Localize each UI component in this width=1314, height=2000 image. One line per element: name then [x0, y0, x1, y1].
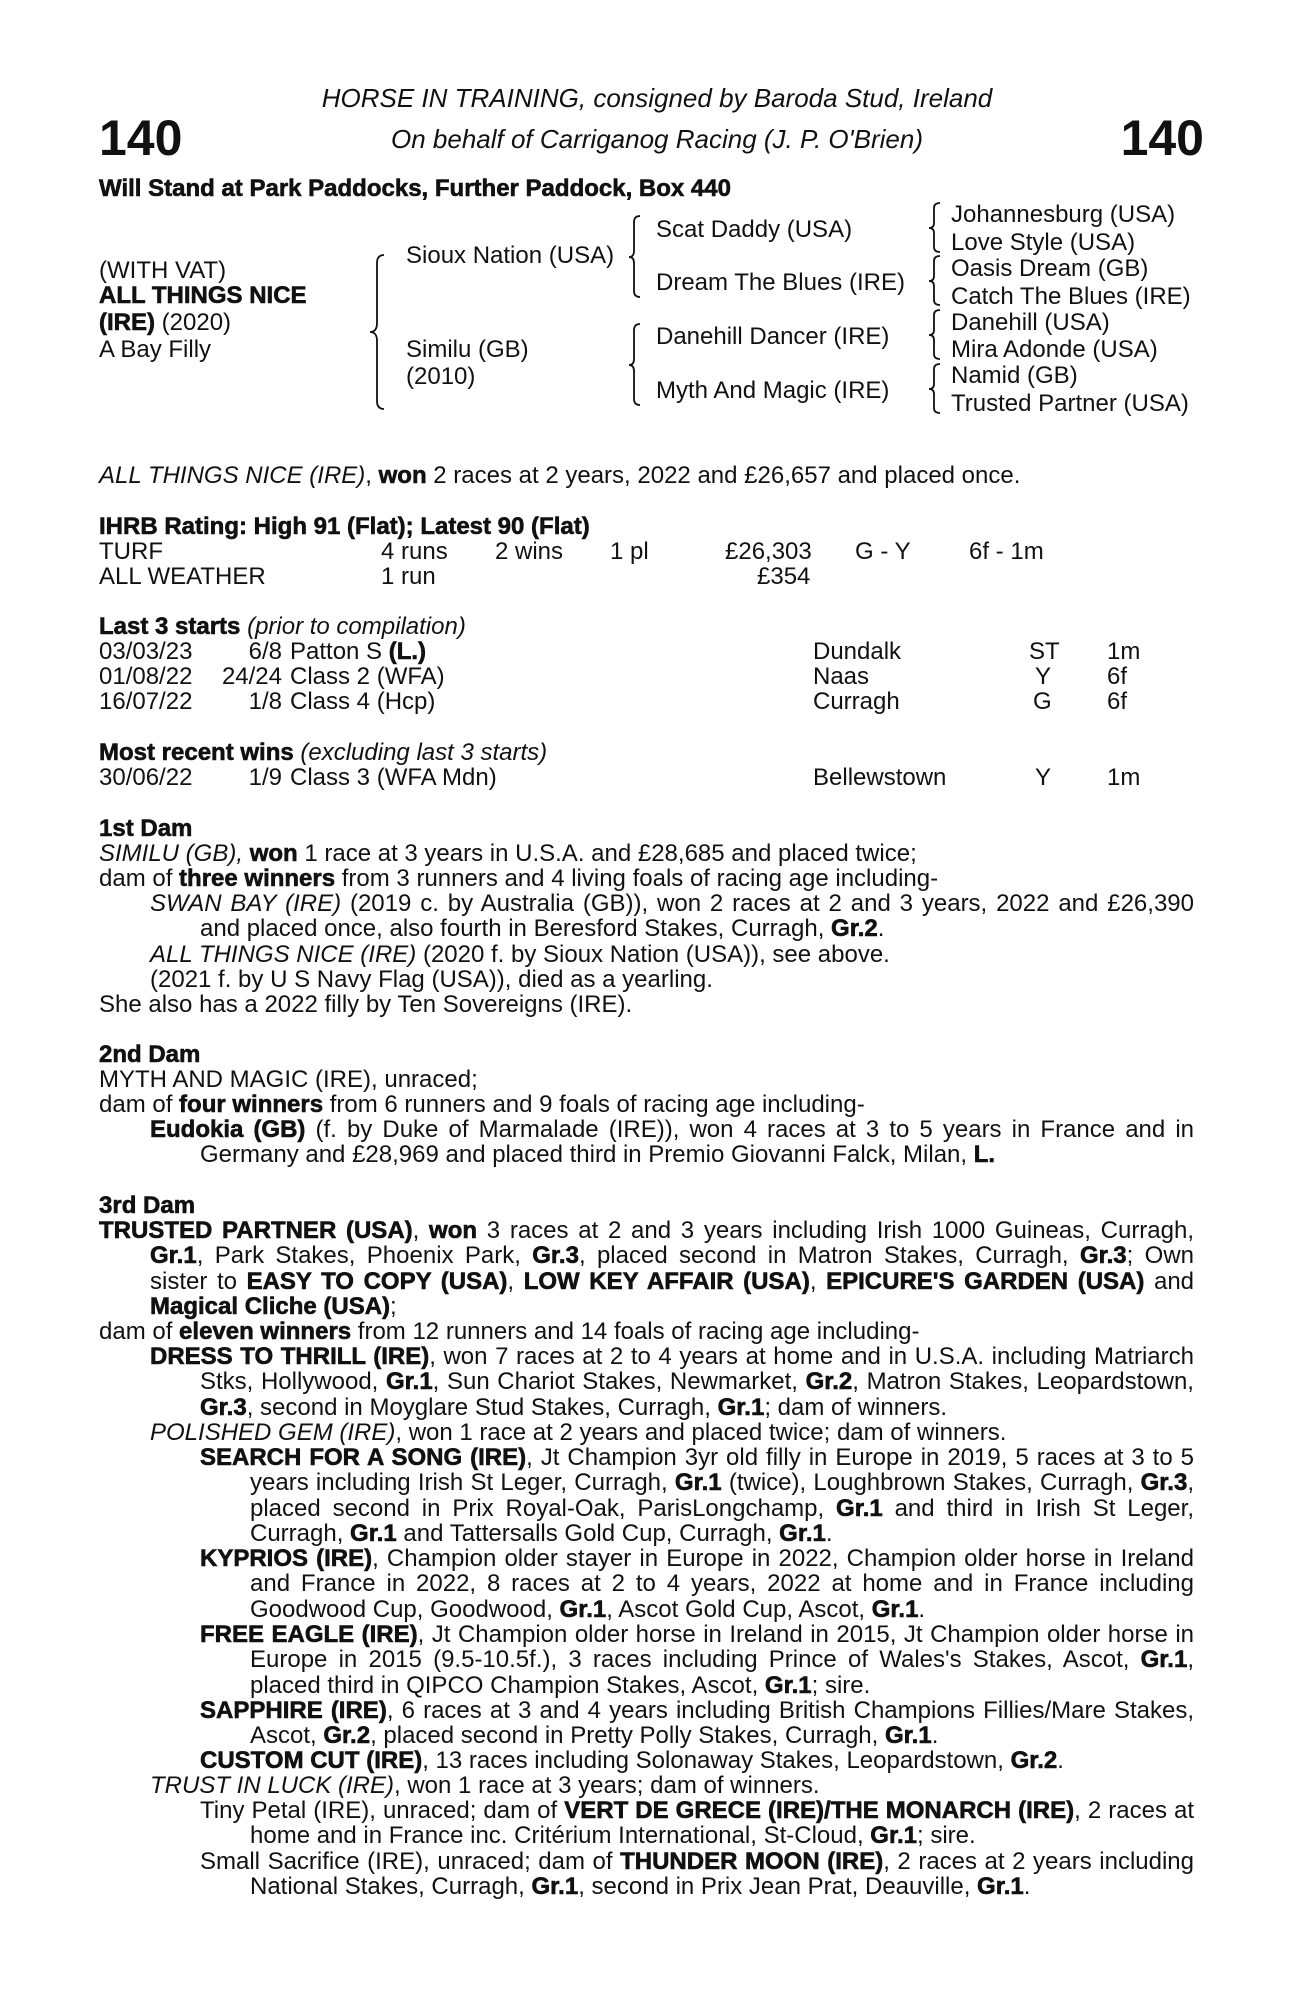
produce-name: FREE EAGLE (IRE): [200, 1621, 418, 1648]
start-distance: 6f: [1107, 663, 1128, 690]
ihrb-placed: 1 pl: [610, 538, 649, 565]
grade: Gr.1: [150, 1242, 197, 1270]
dam3-title: 3rd Dam: [99, 1192, 196, 1219]
text: , placed second in Pretty Polly Stakes, Curragh,: [370, 1722, 885, 1750]
pedigree-sire-dam: Dream The Blues (IRE): [656, 269, 905, 296]
grade: Gr.1: [779, 1519, 826, 1547]
summary-won: won: [378, 462, 427, 489]
grandproduce-small-sacrifice: [200, 1849, 1194, 1900]
dam1-title: 1st Dam: [99, 815, 193, 842]
pedigree-g4: Catch The Blues (IRE): [951, 283, 1191, 310]
pedigree-g3: Oasis Dream (GB): [951, 255, 1149, 282]
text: , placed second in Matron Stakes, Curragh,: [578, 1242, 1080, 1270]
start-race: Class 2 (WFA): [290, 663, 445, 690]
text: .: [825, 1519, 833, 1547]
text: 3 races at 2 and 3 years including Irish 1000 Guineas, Curragh,: [477, 1217, 1195, 1244]
grade: Gr.1: [559, 1595, 607, 1623]
start-date: 16/07/22: [99, 688, 193, 715]
text: ,: [809, 1267, 827, 1295]
produce-name: ALL THINGS NICE (IRE): [150, 941, 417, 968]
text: , second in Prix Jean Prat, Deauville,: [578, 1873, 978, 1901]
horse-year: (2020): [155, 309, 232, 336]
produce-name: SWAN BAY (IRE): [150, 890, 342, 917]
pedigree-dam-year: (2010): [406, 363, 476, 390]
text: ; Own sister to: [150, 1242, 1195, 1295]
race-listed: (L.): [388, 638, 427, 665]
grade: Gr.1: [884, 1722, 932, 1750]
sibling-name: LOW KEY AFFAIR (USA): [523, 1267, 810, 1295]
produce-name: TRUST IN LUCK (IRE): [150, 1772, 395, 1799]
text: .: [918, 1595, 926, 1623]
pedigree-dam-dam: Myth And Magic (IRE): [656, 377, 890, 404]
stand-location: Will Stand at Park Paddocks, Further Paddock, Box 440: [99, 175, 731, 202]
produce-record: (2019 c. by Australia (GB)), won 2 races at 2 and 3 years, 2022 and £26,390 and placed once, also fourth in Beresford Stakes, Curragh,: [200, 890, 1194, 943]
text: Small Sacrifice (IRE), unraced; dam of: [200, 1848, 621, 1875]
text: , Matron Stakes, Leopardstown,: [852, 1368, 1194, 1396]
text: dam of: [99, 1091, 180, 1118]
text: , Park Stakes, Phoenix Park,: [196, 1242, 533, 1270]
win-position: 1/9: [248, 764, 282, 791]
win-race: Class 3 (WFA Mdn): [290, 764, 497, 791]
win-course: Bellewstown: [813, 764, 947, 791]
pedigree-g6: Mira Adonde (USA): [951, 336, 1158, 363]
text: , placed second in Prix Royal-Oak, ParisLongchamp,: [250, 1469, 1194, 1522]
produce-name: KYPRIOS (IRE): [200, 1545, 373, 1572]
text: dam of: [99, 1318, 180, 1345]
text: .: [931, 1722, 939, 1750]
last3-row: [99, 639, 1199, 664]
text: from 6 runners and 9 foals of racing age including-: [323, 1091, 865, 1118]
dam1-produce-all-things-nice: [150, 942, 890, 967]
dam2-summary: MYTH AND MAGIC (IRE), unraced;: [99, 1066, 478, 1093]
text: ,: [507, 1267, 524, 1295]
start-race: [290, 639, 426, 664]
pedigree-g1: Johannesburg (USA): [951, 201, 1176, 228]
produce-record: , won 1 race at 3 years; dam of winners.: [394, 1772, 820, 1799]
start-position: 6/8: [248, 638, 282, 665]
grade: Gr.1: [977, 1873, 1024, 1901]
text: .: [877, 915, 885, 943]
start-going: G: [1033, 688, 1052, 715]
grade: Gr.3: [1140, 1469, 1188, 1497]
grade: Gr.2: [831, 915, 878, 943]
grade: Gr.1: [674, 1469, 722, 1497]
ihrb-surface: ALL WEATHER: [99, 563, 266, 590]
text: , Ascot Gold Cup, Ascot,: [606, 1595, 872, 1623]
produce-name: VERT DE GRECE (IRE)/THE MONARCH (IRE): [564, 1797, 1075, 1824]
text: , Champion older stayer in Europe in 2022, Champion older horse in Ireland and France in 2022, 8 races at 2 to 4 years, 2022 at home and in France including Goodwood Cup, Goodwood,: [250, 1545, 1195, 1623]
recent-note: (excluding last 3 starts): [293, 739, 548, 766]
win-going: Y: [1035, 764, 1052, 791]
dam2-produce-eudokia: [150, 1117, 1194, 1168]
text: , won 7 races at 2 to 4 years at home and in U.S.A. including Matriarch Stks, Hollywood,: [200, 1343, 1194, 1396]
summary-horse-name: ALL THINGS NICE (IRE): [99, 462, 366, 489]
grade: Gr.2: [805, 1368, 853, 1396]
horse-country: (IRE): [99, 309, 155, 336]
won: won: [429, 1217, 478, 1244]
text: and Tattersalls Gold Cup, Curragh,: [396, 1519, 780, 1547]
last3-note: (prior to compilation): [240, 613, 466, 640]
pedigree-sire: Sioux Nation (USA): [406, 242, 615, 269]
produce-record: , won 1 race at 2 years and placed twice; dam of winners.: [395, 1419, 1007, 1446]
text: and: [1144, 1267, 1195, 1295]
win-date: 30/06/22: [99, 764, 193, 791]
produce-name: SAPPHIRE (IRE): [200, 1697, 387, 1724]
grade: Gr.1: [836, 1494, 883, 1522]
trainer-line: On behalf of Carriganog Racing (J. P. O'Brien): [391, 124, 923, 154]
last3-row: [99, 664, 1199, 689]
last3-title: Last 3 starts: [99, 613, 241, 640]
text: and third in Irish St Leger, Curragh,: [250, 1494, 1194, 1547]
ihrb-going: G - Y: [855, 538, 911, 565]
text: .: [1023, 1873, 1031, 1901]
pedigree-bracket-dam: [629, 324, 643, 406]
start-distance: 6f: [1107, 688, 1128, 715]
lot-number-right: 140: [1120, 110, 1204, 166]
recent-title: Most recent wins: [99, 739, 294, 766]
grade: Gr.1: [350, 1519, 397, 1547]
grade: Gr.1: [870, 1822, 917, 1850]
grade: L.: [973, 1141, 996, 1169]
ihrb-prize: £26,303: [725, 538, 812, 565]
grandproduce-kyprios: [200, 1546, 1194, 1622]
text: .: [1057, 1747, 1064, 1774]
grade: Gr.2: [1010, 1747, 1058, 1774]
start-distance: 1m: [1107, 638, 1141, 665]
grade: Gr.3: [1079, 1242, 1127, 1270]
dam1-record: 1 race at 3 years in U.S.A. and £28,685 and placed twice;: [297, 840, 917, 867]
dam1-produce-2021: (2021 f. by U S Navy Flag (USA)), died as a yearling.: [150, 966, 713, 993]
horse-description: A Bay Filly: [99, 336, 212, 363]
winners-count: four winners: [179, 1091, 324, 1118]
sibling-name: EASY TO COPY (USA): [246, 1267, 508, 1295]
lot-number-left: 140: [99, 110, 183, 166]
grade: Gr.2: [323, 1722, 371, 1750]
produce-name: CUSTOM CUT (IRE): [200, 1747, 423, 1774]
dam2-produce-summary: [99, 1092, 865, 1117]
race-summary: ALL THINGS NICE (IRE), won 2 races at 2 years, 2022 and £26,657 and placed once.: [99, 462, 1021, 489]
text: , 13 races including Solonaway Stakes, Leopardstown,: [422, 1747, 1011, 1774]
winners-count: three winners: [179, 865, 336, 892]
pedigree-sire-sire: Scat Daddy (USA): [656, 216, 853, 243]
start-position: 1/8: [248, 688, 282, 715]
grade: Gr.1: [385, 1368, 433, 1396]
dam1-name: SIMILU (GB),: [99, 840, 250, 867]
pedigree-dam-sire: Danehill Dancer (IRE): [656, 323, 890, 350]
dam2-title: 2nd Dam: [99, 1041, 201, 1068]
pedigree-g7: Namid (GB): [951, 362, 1078, 389]
text: , Sun Chariot Stakes, Newmarket,: [432, 1368, 806, 1396]
start-course: Dundalk: [813, 638, 902, 665]
text: , Jt Champion older horse in Ireland in 2015, Jt Champion older horse in Europe in 2015 (9.5-10.5f.), 3 races including Prince of Wales's Stakes, Ascot,: [250, 1621, 1195, 1674]
ihrb-rating-title: IHRB Rating: High 91 (Flat); Latest 90 (Flat): [99, 513, 590, 540]
produce-record: (2020 f. by Sioux Nation (USA)), see above.: [416, 941, 890, 968]
grandproduce-tiny-petal: [200, 1798, 1194, 1849]
pedigree-bracket-g4: [929, 364, 943, 414]
text: dam of: [99, 865, 180, 892]
winners-count: eleven winners: [179, 1318, 352, 1345]
pedigree-bracket-g2: [929, 256, 943, 306]
ihrb-wins: 2 wins: [495, 538, 564, 565]
produce-name: THUNDER MOON (IRE): [620, 1848, 884, 1875]
vat-note: (WITH VAT): [99, 257, 227, 284]
dam1-produce-summary: [99, 866, 938, 891]
text: , placed third in QIPCO Champion Stakes, Ascot,: [250, 1646, 1194, 1699]
grandproduce-free-eagle: [200, 1622, 1194, 1698]
consignor-line: HORSE IN TRAINING, consigned by Baroda Stud, Ireland: [321, 83, 993, 113]
dam1-summary: [99, 841, 917, 866]
grade: Gr.1: [1140, 1646, 1188, 1674]
produce-name: Eudokia (GB): [150, 1116, 306, 1143]
dam3-produce-summary: [99, 1319, 919, 1344]
start-date: 01/08/22: [99, 663, 193, 690]
pedigree-dam: Similu (GB): [406, 336, 529, 363]
ihrb-surface: TURF: [99, 538, 163, 565]
dam3-trusted-partner: [99, 1218, 1194, 1319]
grade: Gr.1: [531, 1873, 579, 1901]
sibling-name: EPICURE'S GARDEN (USA): [826, 1267, 1145, 1295]
text: ; dam of winners.: [764, 1393, 948, 1421]
start-going: ST: [1029, 638, 1060, 665]
text: , 2 races at home and in France inc. Critérium International, St-Cloud,: [250, 1797, 1195, 1850]
horse-name-line2: [99, 310, 231, 335]
text: , 2 races at 2 years including National Stakes, Curragh,: [250, 1848, 1194, 1901]
horse-name: ALL THINGS NICE: [99, 282, 307, 309]
text: , second in Moyglare Stud Stakes, Curragh,: [246, 1393, 718, 1421]
ihrb-runs: 4 runs: [381, 538, 448, 565]
grade: Gr.3: [200, 1393, 247, 1421]
text: , 6 races at 3 and 4 years including British Champions Fillies/Mare Stakes, Ascot,: [250, 1697, 1194, 1750]
win-distance: 1m: [1107, 764, 1141, 791]
pedigree-g8: Trusted Partner (USA): [951, 390, 1189, 417]
dam1-won: won: [249, 840, 298, 867]
text: ; sire.: [811, 1671, 871, 1699]
sibling-name: Magical Cliche (USA): [150, 1292, 391, 1320]
grade: Gr.1: [717, 1393, 765, 1421]
produce-name: SEARCH FOR A SONG (IRE): [200, 1444, 527, 1471]
grade: Gr.1: [764, 1671, 812, 1699]
start-position: 24/24: [221, 663, 282, 690]
produce-name: DRESS TO THRILL (IRE): [150, 1343, 430, 1370]
text: ; sire.: [917, 1822, 976, 1850]
last3-row: [99, 689, 1199, 714]
last3-heading: [99, 614, 466, 639]
text: Tiny Petal (IRE), unraced; dam of: [200, 1797, 565, 1824]
grandproduce-custom-cut: [200, 1748, 1064, 1773]
pedigree-bracket-g3: [929, 310, 943, 360]
grade: Gr.1: [871, 1595, 919, 1623]
start-date: 03/03/23: [99, 638, 193, 665]
ihrb-row-turf: [99, 539, 1199, 564]
dam3-produce-dress-to-thrill: [150, 1344, 1194, 1420]
pedigree-bracket-main: [370, 255, 390, 410]
grandproduce-sapphire: [200, 1698, 1194, 1749]
start-going: Y: [1035, 663, 1052, 690]
pedigree-bracket-g1: [929, 203, 943, 253]
race-name: Patton S: [290, 638, 389, 665]
recent-wins-heading: [99, 740, 547, 765]
dam1-produce-swan-bay: [150, 891, 1194, 942]
start-course: Curragh: [813, 688, 900, 715]
dam1-produce-note: She also has a 2022 filly by Ten Sovereigns (IRE).: [99, 991, 633, 1018]
ihrb-row-aw: [99, 564, 1199, 589]
grade: Gr.3: [532, 1242, 579, 1270]
pedigree-g2: Love Style (USA): [951, 229, 1136, 256]
text: ;: [390, 1292, 397, 1320]
ihrb-prize: £354: [757, 563, 811, 590]
dam3-produce-polished-gem: [150, 1420, 1006, 1445]
dam-name: TRUSTED PARTNER (USA): [99, 1217, 413, 1244]
ihrb-distance: 6f - 1m: [969, 538, 1044, 565]
recent-row: [99, 765, 1199, 790]
dam3-produce-trust-in-luck: [150, 1773, 820, 1798]
grandproduce-search-for-a-song: [200, 1445, 1194, 1546]
ihrb-runs: 1 run: [381, 563, 436, 590]
pedigree-bracket-sire: [629, 216, 643, 298]
summary-rest: 2 races at 2 years, 2022 and £26,657 and placed once.: [426, 462, 1021, 489]
text: from 12 runners and 14 foals of racing age including-: [351, 1318, 920, 1345]
text: ,: [412, 1217, 430, 1244]
pedigree-g5: Danehill (USA): [951, 309, 1110, 336]
start-course: Naas: [813, 663, 870, 690]
produce-name: POLISHED GEM (IRE): [150, 1419, 396, 1446]
text: , Jt Champion 3yr old filly in Europe in 2019, 5 races at 3 to 5 years including Irish St Leger, Curragh,: [250, 1444, 1194, 1497]
produce-record: (f. by Duke of Marmalade (IRE)), won 4 races at 3 to 5 years in France and in Germany and £28,969 and placed third in Premio Giovanni Falck, Milan,: [200, 1116, 1195, 1169]
text: (twice), Loughbrown Stakes, Curragh,: [721, 1469, 1141, 1497]
text: from 3 runners and 4 living foals of racing age including-: [335, 865, 939, 892]
start-race: Class 4 (Hcp): [290, 688, 436, 715]
